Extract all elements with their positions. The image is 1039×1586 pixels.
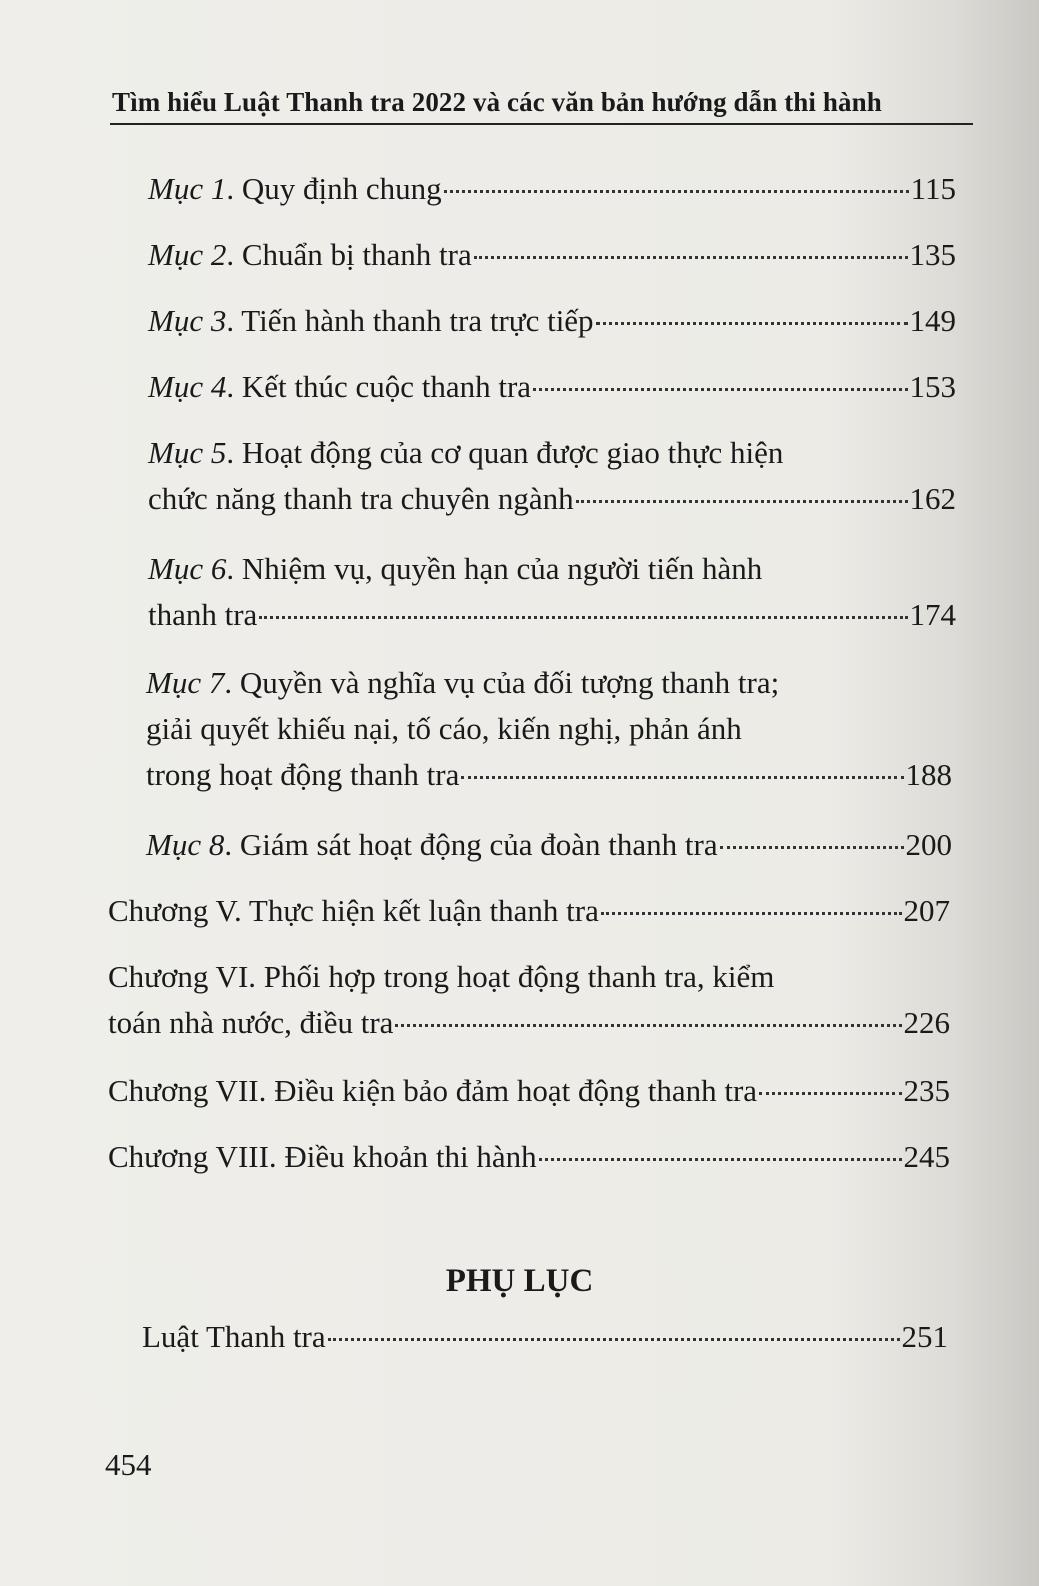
toc-entry-muc-8[interactable]: [146, 822, 952, 868]
toc-entry-text: Chương VIII. Điều khoản thi hành: [108, 1139, 537, 1174]
running-header-title: Tìm hiểu Luật Thanh tra 2022 và các văn bản hướng dẫn thi hành: [112, 87, 882, 117]
toc-entry-page: 162: [909, 481, 956, 516]
appendix-entry-page: 251: [901, 1319, 948, 1354]
toc-entry-text-continued: thanh tra: [148, 597, 258, 632]
toc-entry-page: 149: [909, 303, 956, 338]
toc-entry-muc-5[interactable]: [148, 430, 956, 522]
dot-leader: [328, 1338, 900, 1341]
dot-leader: [259, 616, 907, 619]
dot-leader: [395, 1024, 901, 1027]
appendix-entry-text: Luật Thanh tra: [142, 1319, 326, 1354]
toc-entry-muc-4[interactable]: [148, 364, 956, 410]
toc-entry-page: 226: [903, 1005, 950, 1040]
page-number: 454: [105, 1447, 152, 1482]
toc-entry-muc-6[interactable]: [148, 546, 956, 638]
dot-leader: [533, 388, 907, 391]
toc-entry-page: 135: [909, 237, 956, 272]
toc-entry-chuong-vii[interactable]: [108, 1068, 950, 1114]
toc-entry-page: 153: [909, 369, 956, 404]
toc-entry-muc-3[interactable]: [148, 298, 956, 344]
toc-entry-muc-7[interactable]: [146, 660, 952, 798]
dot-leader: [444, 190, 909, 193]
dot-leader: [539, 1158, 902, 1161]
toc-entry-text: Chương VII. Điều kiện bảo đảm hoạt động thanh tra: [108, 1073, 758, 1108]
toc-entry-prefix: Mục 2: [148, 237, 227, 272]
toc-entry-chuong-viii[interactable]: [108, 1134, 950, 1180]
toc-entry-chuong-v[interactable]: [108, 888, 950, 934]
toc-entry-prefix: Mục 6: [148, 551, 227, 586]
toc-entry-text-continued: toán nhà nước, điều tra: [108, 1005, 394, 1040]
appendix-heading: PHỤ LỤC: [445, 1263, 594, 1299]
toc-entry-text: . Kết thúc cuộc thanh tra: [226, 369, 532, 404]
toc-entry-prefix: Mục 1: [148, 171, 227, 206]
toc-entry-text: . Nhiệm vụ, quyền hạn của người tiến hành: [226, 551, 763, 586]
toc-entry-text: . Quyền và nghĩa vụ của đối tượng thanh tra;: [224, 665, 780, 700]
toc-entry-text: Chương VI. Phối hợp trong hoạt động thanh tra, kiểm: [108, 959, 775, 994]
toc-entry-page: 245: [903, 1139, 950, 1174]
appendix-entry-luat-thanh-tra[interactable]: [142, 1314, 948, 1360]
toc-entry-page: 174: [909, 597, 956, 632]
dot-leader: [720, 846, 904, 849]
toc-entry-page: 115: [910, 171, 956, 206]
toc-entry-page: 200: [905, 827, 952, 862]
dot-leader: [759, 1092, 901, 1095]
toc-entry-prefix: Mục 3: [148, 303, 227, 338]
toc-entry-prefix: Mục 4: [148, 369, 227, 404]
toc-entry-page: 207: [903, 893, 950, 928]
toc-entry-text-continued: chức năng thanh tra chuyên ngành: [148, 481, 574, 516]
dot-leader: [474, 256, 908, 259]
toc-entry-text: Chương V. Thực hiện kết luận thanh tra: [108, 893, 599, 928]
dot-leader: [576, 500, 908, 503]
toc-entry-muc-2[interactable]: [148, 232, 956, 278]
toc-entry-text-continued: trong hoạt động thanh tra: [146, 757, 460, 792]
toc-entry-page: 235: [903, 1073, 950, 1108]
toc-entry-prefix: Mục 7: [146, 665, 225, 700]
toc-entry-chuong-vi[interactable]: [108, 954, 950, 1046]
header-rule: [110, 123, 973, 125]
dot-leader: [461, 776, 903, 779]
toc-entry-text: . Tiến hành thanh tra trực tiếp: [226, 303, 594, 338]
toc-entry-text-continued: giải quyết khiếu nại, tố cáo, kiến nghị, phản ánh: [146, 711, 742, 746]
toc-entry-prefix: Mục 5: [148, 435, 227, 470]
toc-entry-muc-1[interactable]: [148, 166, 956, 212]
toc-entry-text: . Chuẩn bị thanh tra: [226, 237, 472, 272]
toc-entry-text: . Hoạt động của cơ quan được giao thực hiện: [226, 435, 784, 470]
toc-entry-page: 188: [905, 757, 952, 792]
toc-entry-text: . Quy định chung: [226, 171, 442, 206]
dot-leader: [601, 912, 902, 915]
dot-leader: [596, 322, 908, 325]
toc-entry-text: . Giám sát hoạt động của đoàn thanh tra: [224, 827, 718, 862]
toc-entry-prefix: Mục 8: [146, 827, 225, 862]
